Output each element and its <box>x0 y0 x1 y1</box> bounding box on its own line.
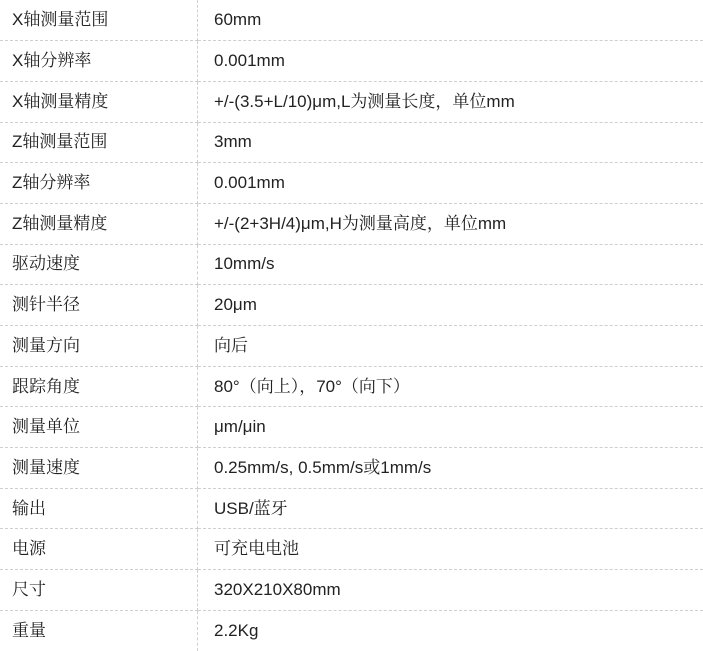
spec-value: 60mm <box>198 0 703 41</box>
spec-value: 3mm <box>198 122 703 163</box>
spec-value: 320X210X80mm <box>198 570 703 611</box>
spec-label: 重量 <box>0 610 198 651</box>
table-row <box>0 529 703 570</box>
spec-value: +/-(2+3H/4)μm,H为测量高度，单位mm <box>198 203 703 244</box>
spec-value: 向后 <box>198 326 703 367</box>
table-row <box>0 448 703 489</box>
table-row <box>0 41 703 82</box>
spec-value: 0.25mm/s, 0.5mm/s或1mm/s <box>198 448 703 489</box>
spec-value: 80°（向上），70°（向下） <box>198 366 703 407</box>
spec-label: 输出 <box>0 488 198 529</box>
spec-label: 测量单位 <box>0 407 198 448</box>
spec-value: +/-(3.5+L/10)μm,L为测量长度，单位mm <box>198 81 703 122</box>
spec-label: 跟踪角度 <box>0 366 198 407</box>
table-row <box>0 81 703 122</box>
spec-value: USB/蓝牙 <box>198 488 703 529</box>
spec-label: X轴分辨率 <box>0 41 198 82</box>
table-row <box>0 122 703 163</box>
spec-value: 2.2Kg <box>214 620 259 640</box>
table-row <box>0 488 703 529</box>
spec-label: 测针半径 <box>0 285 198 326</box>
table-row <box>0 326 703 367</box>
spec-value: 0.001mm <box>198 41 703 82</box>
spec-label: Z轴测量精度 <box>0 203 198 244</box>
spec-value: μm/μin <box>198 407 703 448</box>
spec-label: Z轴分辨率 <box>0 163 198 204</box>
spec-label: 驱动速度 <box>0 244 198 285</box>
table-row <box>0 570 703 611</box>
spec-label: 测量速度 <box>0 448 198 489</box>
spec-label: 尺寸 <box>0 570 198 611</box>
spec-label: Z轴测量范围 <box>0 122 198 163</box>
table-row <box>0 244 703 285</box>
table-row <box>0 0 703 41</box>
spec-label: 测量方向 <box>0 326 198 367</box>
table-row <box>0 407 703 448</box>
table-row <box>0 203 703 244</box>
spec-value: 10mm/s <box>198 244 703 285</box>
table-row <box>0 366 703 407</box>
spec-label: 电源 <box>0 529 198 570</box>
table-row <box>0 285 703 326</box>
spec-value: 20μm <box>198 285 703 326</box>
spec-value: 可充电电池 <box>198 529 703 570</box>
spec-label: X轴测量精度 <box>0 81 198 122</box>
spec-value: 0.001mm <box>198 163 703 204</box>
table-row <box>0 610 703 651</box>
spec-label: X轴测量范围 <box>0 0 198 41</box>
table-row <box>0 163 703 204</box>
